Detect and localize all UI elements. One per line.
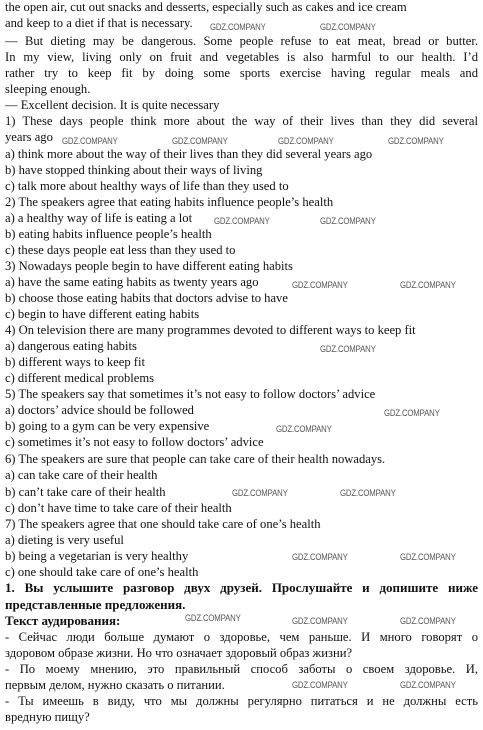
watermark: GDZ.COMPANY [292, 280, 348, 291]
answer-option: a) dangerous eating habits [5, 339, 137, 353]
answer-option: a) a healthy way of life is eating a lot [5, 211, 193, 225]
watermark: GDZ.COMPANY [214, 216, 270, 227]
text-line: — But dieting may be dangerous. Some people refuse to eat meat, bread or butter. [5, 34, 478, 48]
answer-option: c) these days people eat less than they used to [5, 243, 236, 257]
answer-option: a) doctors’ advice should be followed [5, 403, 194, 417]
watermark: GDZ.COMPANY [292, 616, 348, 627]
watermark: GDZ.COMPANY [278, 136, 334, 147]
task-heading: 1. Вы услышите разговор двух друзей. Прослушайте и допишите ниже [5, 580, 478, 595]
dialogue-line: - По моему мнению, это правильный способ заботы о своем здоровье. И, [5, 662, 478, 676]
answer-option: b) can’t take care of their health [5, 485, 166, 499]
watermark: GDZ.COMPANY [400, 552, 456, 563]
dialogue-line: - Сейчас люди больше думают о здоровье, чем раньше. И много говорят о [5, 630, 478, 644]
text-line: sleeping enough. [5, 82, 91, 96]
watermark: GDZ.COMPANY [232, 488, 288, 499]
watermark: GDZ.COMPANY [400, 680, 456, 691]
answer-option: b) choose those eating habits that doctors advise to have [5, 291, 288, 305]
watermark: GDZ.COMPANY [276, 424, 332, 435]
answer-option: b) being a vegetarian is very healthy [5, 549, 189, 563]
question-text: 4) On television there are many programmes devoted to different ways to keep fit [5, 323, 416, 337]
question-text: 6) The speakers are sure that people can take care of their health nowadays. [5, 452, 386, 466]
answer-option: a) can take care of their health [5, 468, 158, 482]
answer-option: c) don’t have time to take care of their health [5, 501, 232, 515]
watermark: GDZ.COMPANY [388, 136, 444, 147]
watermark: GDZ.COMPANY [172, 136, 228, 147]
text-line: In my view, living only on fruit and vegetables is also harmful to our health. I’d [5, 50, 478, 64]
question-text: 5) The speakers say that sometimes it’s not easy to follow doctors’ advice [5, 387, 376, 401]
watermark: GDZ.COMPANY [320, 216, 376, 227]
watermark: GDZ.COMPANY [292, 552, 348, 563]
task-heading: представленные предложения. [5, 597, 186, 612]
watermark: GDZ.COMPANY [292, 680, 348, 691]
section-title: Текст аудирования: [5, 613, 121, 628]
question-text: years ago [5, 130, 53, 144]
dialogue-line: - Ты имеешь в виду, что мы должны регулярно питаться и не должны есть [5, 694, 478, 708]
answer-option: a) have the same eating habits as twenty years ago [5, 275, 259, 289]
text-line: and keep to a diet if that is necessary. [5, 16, 193, 30]
watermark: GDZ.COMPANY [340, 488, 396, 499]
answer-option: c) one should take care of one’s health [5, 565, 199, 579]
answer-option: a) dieting is very useful [5, 533, 124, 547]
dialogue-line: здоровом образе жизни. Но что означает здоровый образ жизни? [5, 646, 353, 660]
answer-option: a) think more about the way of their lives than they did several years ago [5, 147, 373, 161]
dialogue-line: вредную пищу? [5, 710, 90, 724]
watermark: GDZ.COMPANY [185, 613, 241, 624]
answer-option: b) have stopped thinking about their ways of living [5, 163, 263, 177]
question-text: 3) Nowadays people begin to have different eating habits [5, 259, 293, 273]
question-text: 1) These days people think more about the way of their lives than they did several [5, 114, 478, 128]
dialogue-line: первым делом, нужно сказать о питании. [5, 678, 225, 692]
answer-option: b) eating habits influence people’s health [5, 227, 212, 241]
question-text: 7) The speakers agree that one should take care of one’s health [5, 517, 321, 531]
watermark: GDZ.COMPANY [320, 344, 376, 355]
answer-option: c) sometimes it’s not easy to follow doctors’ advice [5, 435, 264, 449]
text-line: — Excellent decision. It is quite necessary [5, 98, 220, 112]
watermark: GDZ.COMPANY [320, 22, 376, 33]
watermark: GDZ.COMPANY [210, 22, 266, 33]
answer-option: c) different medical problems [5, 371, 155, 385]
watermark: GDZ.COMPANY [62, 136, 118, 147]
answer-option: c) begin to have different eating habits [5, 307, 200, 321]
watermark: GDZ.COMPANY [400, 280, 456, 291]
question-text: 2) The speakers agree that eating habits influence people’s health [5, 195, 334, 209]
text-line: rather try to keep fit by doing some sports exercise having regular meals and [5, 66, 478, 80]
answer-option: c) talk more about healthy ways of life than they used to [5, 179, 289, 193]
answer-option: b) going to a gym can be very expensive [5, 419, 210, 433]
watermark: GDZ.COMPANY [400, 616, 456, 627]
text-line: the open air, cut out snacks and desserts, especially such as cakes and ice cream [5, 0, 407, 14]
answer-option: b) different ways to keep fit [5, 355, 146, 369]
watermark: GDZ.COMPANY [384, 408, 440, 419]
